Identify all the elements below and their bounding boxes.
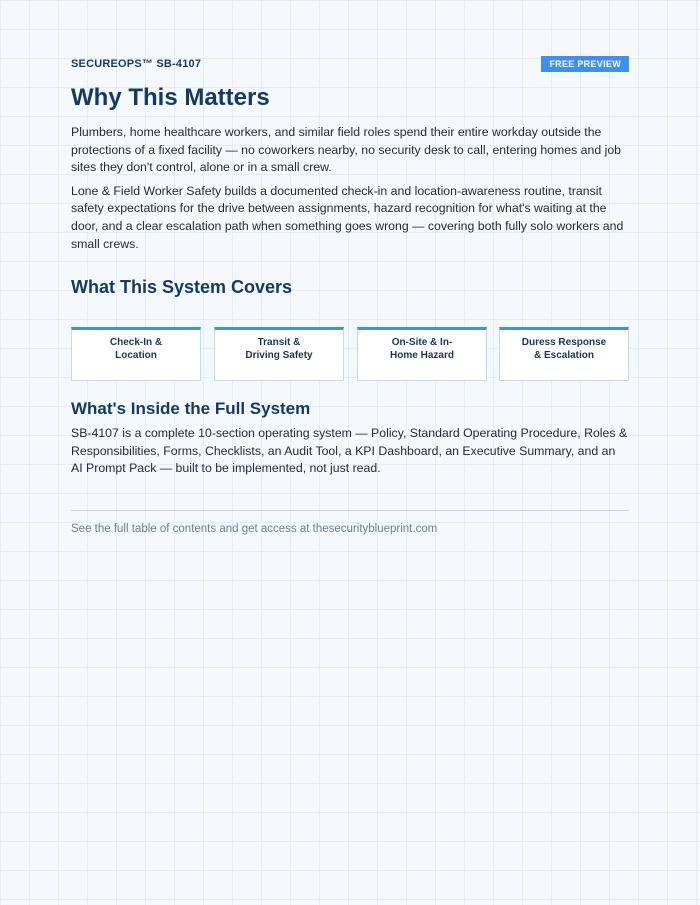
page-title: Why This Matters [71, 84, 270, 111]
covers-card-label: Transit & Driving Safety [245, 337, 313, 361]
intro-paragraph-2: Lone & Field Worker Safety builds a documented check-in and location-awareness routine, transit safety expectations for the drive between assignments, hazard recognition for what's waiting at the door, and a clear escalation path when something goes wrong — covering both fully solo workers and small crews. [71, 183, 624, 251]
document-header [71, 56, 629, 74]
inside-section-body: SB-4107 is a complete 10-section operating system — Policy, Standard Operating Procedure, Roles & Responsibilities, Forms, Checklists, an Audit Tool, a KPI Dashboard, an Executive Summary, and an AI Prompt Pack — built to be implemented, not just read. [71, 426, 628, 476]
intro-paragraph-1: Plumbers, home healthcare workers, and similar field roles spend their entire workday outside the protections of a fixed facility — no coworkers nearby, no security desk to call, entering homes and job sites they don't control, alone or in a small crew. [71, 125, 621, 175]
covers-section-title: What This System Covers [71, 277, 293, 297]
free-preview-badge: FREE PREVIEW [541, 56, 629, 72]
covers-card-on-site [357, 327, 487, 381]
covers-card-label: On-Site & In- Home Hazard [390, 337, 454, 361]
covers-card-label: Check-In & Location [109, 337, 163, 361]
document-code: SECUREOPS™ SB-4107 [71, 58, 202, 70]
covers-card-label: Duress Response & Escalation [521, 337, 607, 361]
footer-note: See the full table of contents and get access at thesecurityblueprint.com [71, 523, 438, 535]
inside-section-title: What's Inside the Full System [71, 399, 311, 418]
intro-section [71, 124, 629, 259]
covers-cards [71, 327, 629, 381]
covers-card-check-in [71, 327, 201, 381]
covers-card-duress [499, 327, 629, 381]
footer-divider [71, 510, 629, 511]
covers-card-transit [214, 327, 344, 381]
